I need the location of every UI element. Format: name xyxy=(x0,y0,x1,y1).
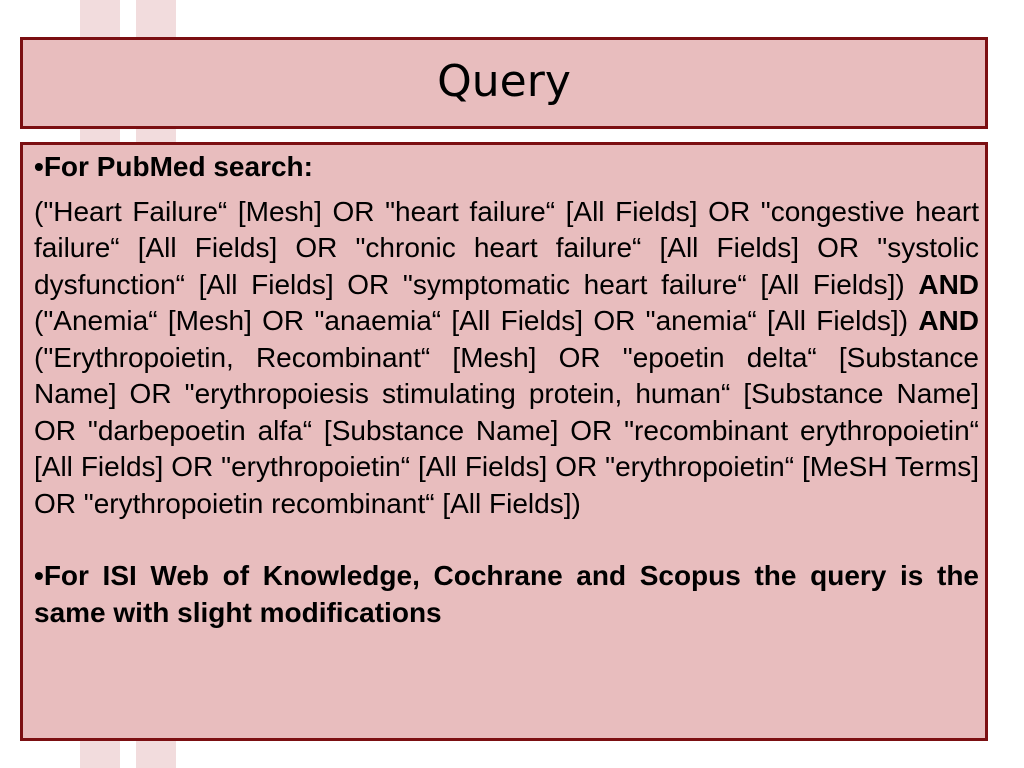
bullet-other-databases xyxy=(34,558,979,631)
query-operator-and: AND xyxy=(918,268,980,300)
content-body xyxy=(34,149,979,631)
other-databases-text: For ISI Web of Knowledge, Cochrane and Scopus the query is the same with slight modifications xyxy=(34,560,979,628)
slide-title: Query xyxy=(437,55,571,107)
bullet-pubmed-heading xyxy=(34,149,979,186)
query-part: ("Heart Failure“ [Mesh] OR "heart failure“ [All Fields] OR "congestive heart failure“ [All Fields] OR "chronic heart failure“ [All Fields] OR "systolic dysfunction“ [All Fields] OR "symptomatic heart failure“ [All Fields]) xyxy=(34,195,979,300)
pubmed-query xyxy=(34,194,979,523)
bullet-marker: • xyxy=(34,560,44,591)
bullet-marker: • xyxy=(34,151,44,182)
title-box xyxy=(20,37,988,129)
pubmed-heading-text: For PubMed search: xyxy=(43,151,313,182)
query-operator-and: AND xyxy=(918,305,979,336)
content-box xyxy=(20,142,988,741)
query-part: ("Anemia“ [Mesh] OR "anaemia“ [All Fields] OR "anemia“ [All Fields]) xyxy=(34,305,909,336)
query-part: ("Erythropoietin, Recombinant“ [Mesh] OR "epoetin delta“ [Substance Name] OR "erythropoiesis stimulating protein, human“ [Substance Name] OR "darbepoetin alfa“ [Substance Name] OR "recombinant erythropoietin“ [All Fields] OR "erythropoietin“ [All Fields] OR "erythropoietin“ [MeSH Terms] OR "erythropoietin recombinant“ [All Fields]) xyxy=(34,341,979,519)
